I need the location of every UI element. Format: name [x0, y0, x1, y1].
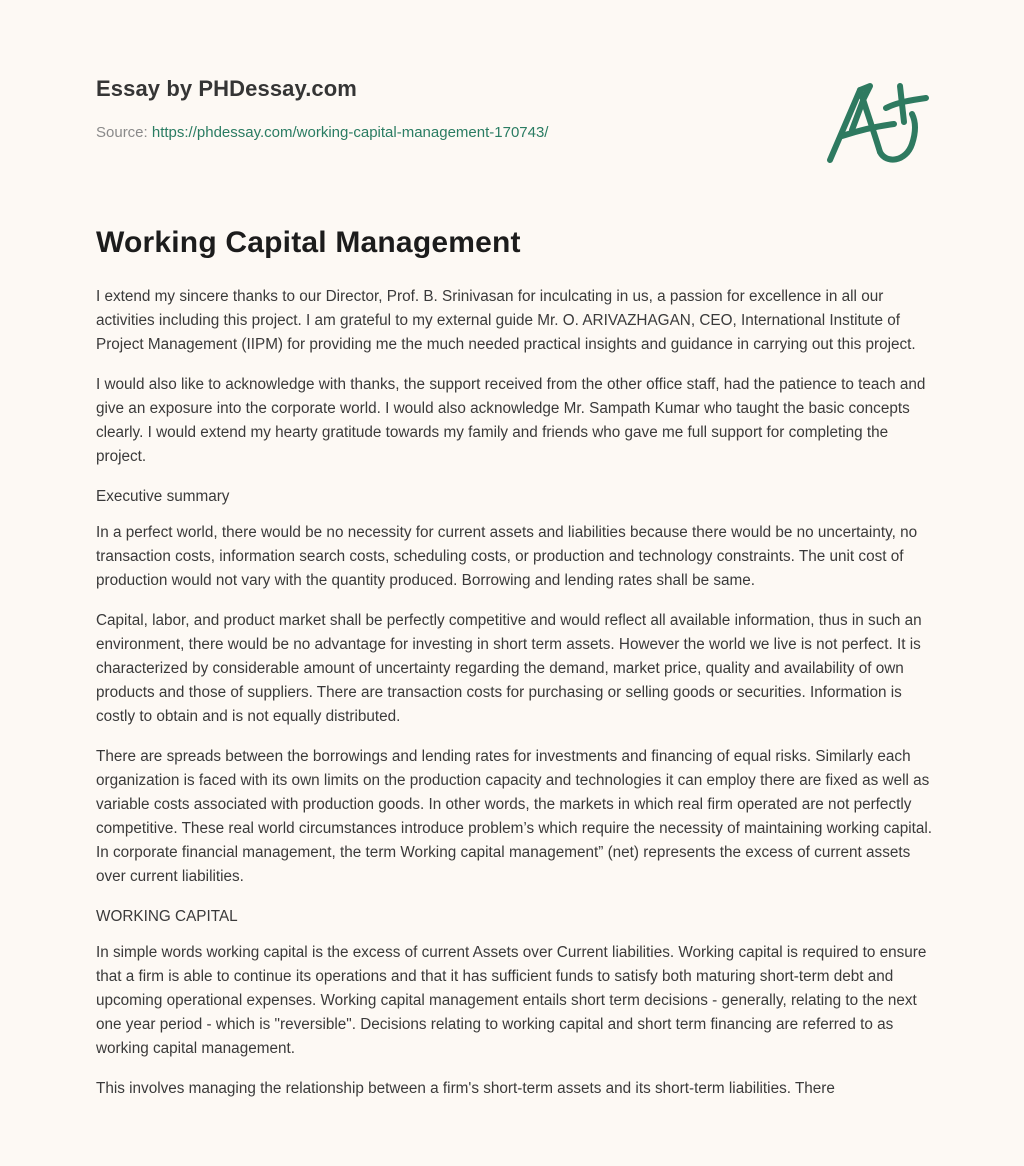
- paragraph: Capital, labor, and product market shall be perfectly competitive and would reflect all available information, thus in such an environment, there would be no advantage for investing in short term assets. However the world we live is not perfect. It is characterized by considerable amount of uncertainty regarding the demand, market price, quality and availability of own products and those of suppliers. There are transaction costs for purchasing or selling goods or securities. Information is costly to obtain and is not equally distributed.: [96, 612, 922, 725]
- paragraph: This involves managing the relationship between a firm's short-term assets and its short-term liabilities. There: [96, 1080, 835, 1097]
- source-label: Source:: [96, 124, 148, 141]
- essay-page: [96, 0, 936, 1097]
- source-link[interactable]: https://phdessay.com/working-capital-management-170743/: [151, 124, 549, 141]
- paragraph: In simple words working capital is the excess of current Assets over Current liabilities. Working capital is required to ensure that a firm is able to continue its operations and that it has sufficient funds to satisfy both maturing short-term debt and upcoming operational expenses. Working capital management entails short term decisions - generally, relating to the next one year period - which is "reversible". Decisions relating to working capital and short term financing are referred to as working capital management.: [96, 944, 927, 1057]
- paragraph: There are spreads between the borrowings and lending rates for investments and financing of equal risks. Similarly each organization is faced with its own limits on the production capacity and technologies it can employ there are fixed as well as variable costs associated with production goods. In other words, the markets in which real firm operated are not perfectly competitive. These real world circumstances introduce problem’s which require the necessity of maintaining working capital. In corporate financial management, the term Working capital management” (net) represents the excess of current assets over current liabilities.: [96, 748, 933, 885]
- section-heading-executive-summary: Executive summary: [96, 488, 230, 505]
- paragraph: I extend my sincere thanks to our Director, Prof. B. Srinivasan for inculcating in us, a passion for excellence in all our activities including this project. I am grateful to my external guide Mr. O. ARIVAZHAGAN, CEO, International Institute of Project Management (IIPM) for providing me the much needed practical insights and guidance in carrying out this project.: [96, 288, 916, 353]
- source-line: [96, 124, 548, 141]
- page-header: [96, 0, 936, 200]
- brand-title: Essay by PHDessay.com: [96, 76, 357, 101]
- article-body: [96, 285, 936, 1117]
- section-heading-working-capital: WORKING CAPITAL: [96, 908, 238, 925]
- paragraph: I would also like to acknowledge with thanks, the support received from the other office staff, had the patience to teach and give an exposure into the corporate world. I would also acknowledge Mr. Sampath Kumar who taught the basic concepts clearly. I would extend my hearty gratitude towards my family and friends who gave me full support for completing the project.: [96, 376, 926, 465]
- a-plus-grade-icon: [820, 64, 930, 168]
- article-title: Working Capital Management: [96, 226, 521, 259]
- paragraph: In a perfect world, there would be no necessity for current assets and liabilities because there would be no uncertainty, no transaction costs, information search costs, scheduling costs, or production and technology constraints. The unit cost of production would not vary with the quantity produced. Borrowing and lending rates shall be same.: [96, 524, 918, 589]
